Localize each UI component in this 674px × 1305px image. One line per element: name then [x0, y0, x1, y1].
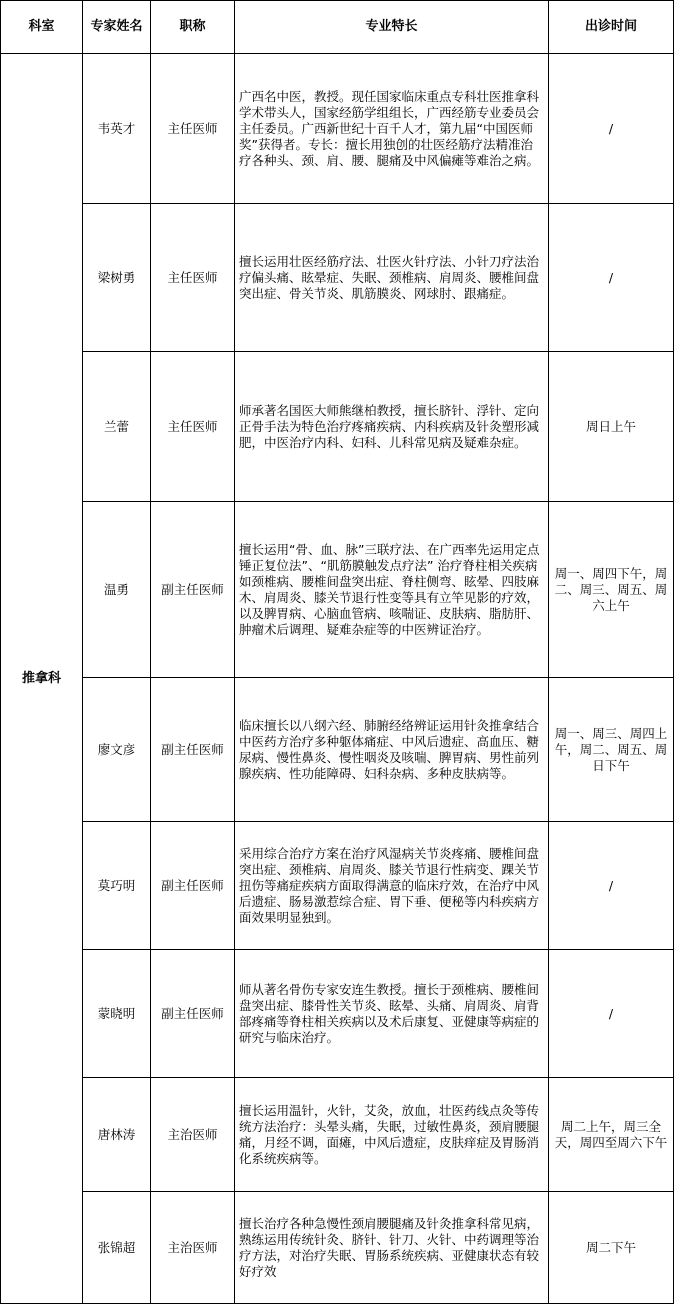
table-row — [1, 1078, 674, 1192]
header-title: 职称 — [151, 1, 235, 54]
doctor-schedule: / — [549, 54, 674, 204]
table-row — [1, 502, 674, 678]
doctor-name: 张锦超 — [83, 1192, 151, 1304]
doctor-schedule: / — [549, 950, 674, 1078]
doctor-name: 廖文彦 — [83, 678, 151, 822]
doctor-schedule: 周二上午，周三全天，周四至周六下午 — [549, 1078, 674, 1192]
doctor-schedule: 周二下午 — [549, 1192, 674, 1304]
doctor-title: 副主任医师 — [151, 502, 235, 678]
doctor-title: 主治医师 — [151, 1078, 235, 1192]
doctor-schedule: 周日上午 — [549, 352, 674, 502]
doctor-specialty: 采用综合治疗方案在治疗风湿病关节炎疼痛、腰椎间盘突出症、颈椎病、肩周炎、膝关节退行性病变、踝关节扭伤等痛症疾病方面取得满意的临床疗效，在治疗中风后遗症、肠易激惹综合症、胃下垂、便秘等内科疾病方面效果明显独到。 — [235, 822, 549, 950]
doctor-specialty: 师从著名骨伤专家安连生教授。擅长于颈椎病、腰椎间盘突出症、膝骨性关节炎、眩晕、头痛、肩周炎、肩背部疼痛等脊柱相关疾病以及术后康复、亚健康等病症的研究与临床治疗。 — [235, 950, 549, 1078]
table-row — [1, 54, 674, 204]
doctor-specialty: 师承著名国医大师熊继柏教授，擅长脐针、浮针、定向正骨手法为特色治疗疼痛疾病、内科疾病及针灸塑形减肥，中医治疗内科、妇科、儿科常见病及疑难杂症。 — [235, 352, 549, 502]
header-specialty: 专业特长 — [235, 1, 549, 54]
doctor-specialty: 擅长运用壮医经筋疗法、壮医火针疗法、小针刀疗法治疗偏头痛、眩晕症、失眠、颈椎病、肩周炎、腰椎间盘突出症、骨关节炎、肌筋膜炎、网球肘、跟痛症。 — [235, 204, 549, 352]
doctor-title: 副主任医师 — [151, 678, 235, 822]
doctor-title: 主任医师 — [151, 204, 235, 352]
doctor-name: 蒙晓明 — [83, 950, 151, 1078]
doctor-specialty: 擅长治疗各种急慢性颈肩腰腿痛及针灸推拿科常见病，熟练运用传统针灸、脐针、针刀、火针、中药调理等治疗方法，对治疗失眠、胃肠系统疾病、亚健康状态有较好疗效 — [235, 1192, 549, 1304]
table-row — [1, 950, 674, 1078]
doctor-title: 主任医师 — [151, 352, 235, 502]
doctor-schedule: / — [549, 822, 674, 950]
doctor-schedule: 周一、周四下午，周二、周三、周五、周六上午 — [549, 502, 674, 678]
header-schedule: 出诊时间 — [549, 1, 674, 54]
header-dept: 科室 — [1, 1, 83, 54]
doctor-name: 温勇 — [83, 502, 151, 678]
table-row — [1, 352, 674, 502]
doctor-specialty: 临床擅长以八纲六经、肺腑经络辨证运用针灸推拿结合中医药方治疗多种躯体痛症、中风后遗症、高血压、糖尿病、慢性鼻炎、慢性咽炎及咳喘、脾胃病、男性前列腺疾病、性功能障碍、妇科杂病、多种皮肤病等。 — [235, 678, 549, 822]
doctor-schedule: 周一、周三、周四上午，周二、周五、周日下午 — [549, 678, 674, 822]
doctor-name: 唐林涛 — [83, 1078, 151, 1192]
header-row — [1, 1, 674, 54]
header-name: 专家姓名 — [83, 1, 151, 54]
doctor-name: 兰蕾 — [83, 352, 151, 502]
table-row — [1, 678, 674, 822]
doctor-specialty: 擅长运用“骨、血、脉”三联疗法、在广西率先运用定点锤正复位法”、“肌筋膜触发点疗法” 治疗脊柱相关疾病如颈椎病、腰椎间盘突出症、脊柱侧弯、眩晕、四肢麻木、肩周炎、膝关节退行性变等具有立竿见影的疗效，以及脾胃病、心脑血管病、咳喘证、皮肤病、脂肪肝、肿瘤术后调理、疑难杂症等的中医辨证治疗。 — [235, 502, 549, 678]
doctor-title: 副主任医师 — [151, 950, 235, 1078]
doctor-schedule: / — [549, 204, 674, 352]
doctor-name: 韦英才 — [83, 54, 151, 204]
table-row — [1, 1192, 674, 1304]
doctor-name: 梁树勇 — [83, 204, 151, 352]
doctor-title: 主治医师 — [151, 1192, 235, 1304]
table-row — [1, 822, 674, 950]
doctor-title: 主任医师 — [151, 54, 235, 204]
doctor-name: 莫巧明 — [83, 822, 151, 950]
department-cell: 推拿科 — [1, 54, 83, 1304]
table-row — [1, 204, 674, 352]
doctor-specialty: 擅长运用温针，火针，艾灸，放血，壮医药线点灸等传统方法治疗：头晕头痛，失眠，过敏性鼻炎，颈肩腰腿痛，月经不调，面瘫，中风后遗症，皮肤痒症及胃肠消化系统疾病等。 — [235, 1078, 549, 1192]
doctor-title: 副主任医师 — [151, 822, 235, 950]
doctor-specialty: 广西名中医，教授。现任国家临床重点专科壮医推拿科学术带头人，国家经筋学组组长，广西经筋专业委员会主任委员。广西新世纪十百千人才，第九届“中国医师奖”获得者。专长：擅长用独创的壮医经筋疗法精准治疗各种头、颈、肩、腰、腿痛及中风偏瘫等难治之病。 — [235, 54, 549, 204]
